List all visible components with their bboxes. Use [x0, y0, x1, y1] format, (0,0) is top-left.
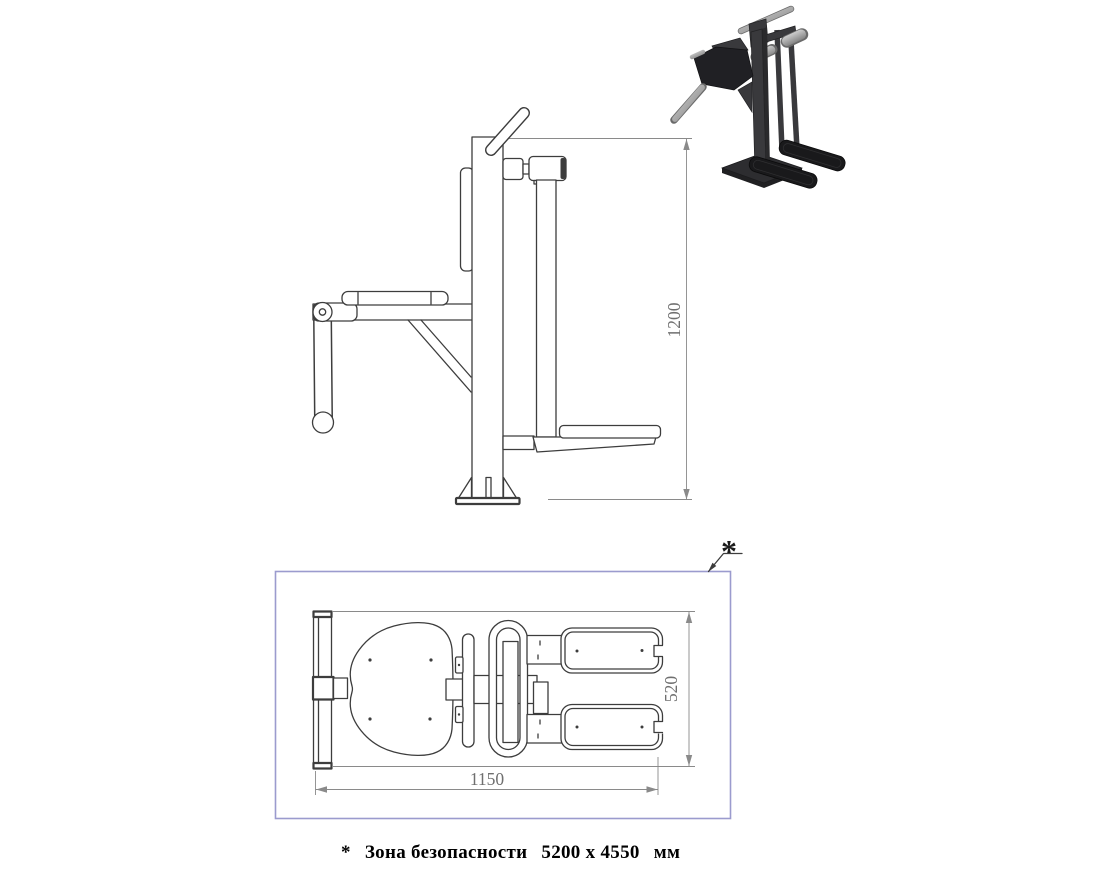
dim-label-1200: 1200: [664, 302, 684, 338]
safety-zone-marker: *: [721, 533, 737, 569]
seat-connector-top: [446, 679, 463, 700]
caption-label: Зона безопасности: [364, 842, 528, 863]
foot-platform-top-lower: [561, 705, 664, 750]
main-column: [472, 137, 503, 498]
side-view: [313, 113, 693, 504]
roller-end: [313, 412, 334, 433]
safety-zone-caption: [341, 842, 680, 864]
dim-plan-width: [316, 757, 659, 795]
swing-arm: [323, 313, 324, 420]
seat-top: [350, 623, 453, 756]
plan-view: [276, 533, 743, 819]
caption-units: мм: [653, 842, 681, 863]
base-assembly: [456, 478, 520, 505]
foot-platform-side: [503, 426, 661, 453]
foot-platform-top-upper: [561, 628, 664, 673]
dim-label-520: 520: [661, 675, 681, 703]
caption-size: 5200 x 4550: [541, 842, 640, 863]
vertical-guide-bar: [537, 180, 557, 437]
guide-bar-top: [503, 642, 518, 743]
lower-connector-top: [527, 715, 562, 744]
seat-pad-side: [342, 292, 448, 306]
safety-zone-leader: [708, 533, 742, 572]
base-plate: [456, 498, 520, 504]
pivot-hub-top: [313, 677, 348, 700]
dim-label-1150: 1150: [469, 769, 505, 789]
render-3d: [674, 9, 847, 190]
bracket-block-top: [534, 682, 549, 714]
caption-marker: *: [341, 842, 351, 863]
upper-connector-top: [527, 636, 562, 665]
seat-brace: [408, 320, 471, 392]
pivot-joint: [313, 303, 332, 322]
top-handle: [491, 113, 524, 150]
